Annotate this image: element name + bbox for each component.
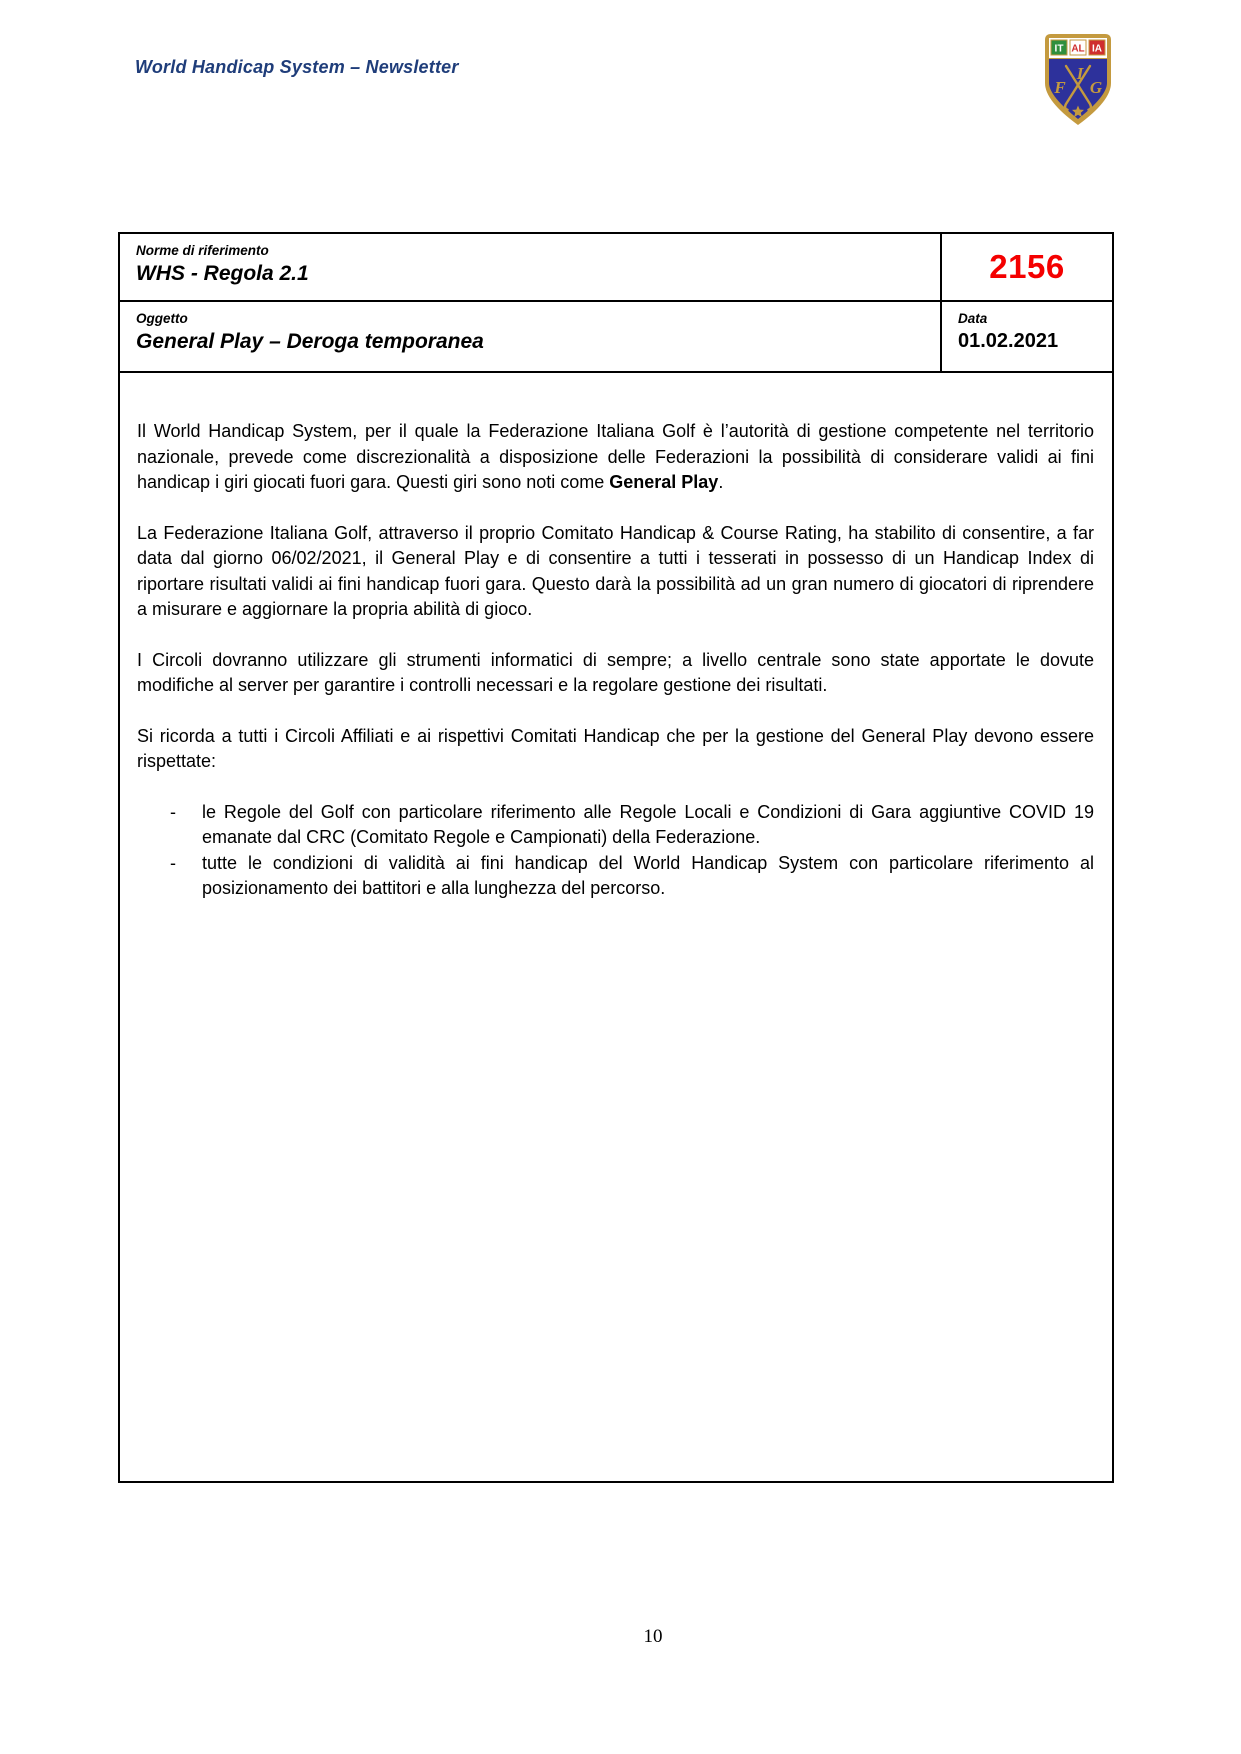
- fig-logo: [1044, 33, 1112, 126]
- date-cell: [941, 301, 1113, 372]
- subject-value: General Play – Deroga temporanea: [136, 330, 484, 353]
- reference-value: WHS - Regola 2.1: [136, 262, 309, 285]
- svg-text:IT: IT: [1054, 43, 1064, 55]
- bullet-marker: -: [170, 801, 176, 822]
- document-number: 2156: [989, 248, 1065, 285]
- bullet-marker: -: [170, 852, 176, 873]
- page-number: 10: [643, 1626, 663, 1647]
- reference-cell: [119, 233, 941, 301]
- paragraph-1-bold: General Play: [609, 472, 719, 492]
- paragraph-1: [137, 419, 1094, 496]
- bullet-text: tutte le condizioni di validità ai fini handicap del World Handicap System con particolare riferimento al posizionamento dei battitori e alla lunghezza del percorso.: [202, 852, 1094, 898]
- bullet-text: le Regole del Golf con particolare riferimento alle Regole Locali e Condizioni di Gara aggiuntive COVID 19 emanate dal CRC (Comitato Regole e Campionati) della Federazione.: [202, 801, 1094, 847]
- svg-text:AL: AL: [1071, 43, 1085, 55]
- paragraph-3: I Circoli dovranno utilizzare gli strumenti informatici di sempre; a livello centrale sono state apportate le dovute modifiche al server per garantire i controlli necessari e la regolare gestione dei risultati.: [137, 649, 1094, 695]
- paragraph-1-end: .: [718, 472, 724, 492]
- table-row: [119, 372, 1113, 1482]
- svg-text:G: G: [1089, 78, 1103, 97]
- document-header-title: World Handicap System – Newsletter: [135, 57, 459, 77]
- body-cell: [119, 372, 1113, 1482]
- table-row: [119, 301, 1113, 372]
- info-table: [118, 232, 1114, 1483]
- list-item: [170, 800, 1094, 851]
- list-item: [170, 851, 1094, 902]
- document-number-cell: [941, 233, 1113, 301]
- svg-text:I: I: [1076, 64, 1084, 83]
- table-row: [119, 233, 1113, 301]
- bullet-list: [137, 800, 1094, 902]
- date-label: Data: [958, 311, 988, 326]
- paragraph-2: La Federazione Italiana Golf, attraverso il proprio Comitato Handicap & Course Rating, ha stabilito di consentire, a far data dal giorno 06/02/2021, il General Play e di consentire a tutti i tesserati in possesso di un Handicap Index di riportare risultati validi ai fini handicap fuori gara. Questo darà la possibilità ad un gran numero di giocatori di riprendere a misurare e aggiornare la propria abilità di gioco.: [137, 522, 1094, 619]
- fig-shield-icon: [1044, 33, 1112, 126]
- subject-label: Oggetto: [136, 311, 188, 326]
- svg-text:F: F: [1054, 78, 1066, 97]
- paragraph-4: Si ricorda a tutti i Circoli Affiliati e ai rispettivi Comitati Handicap che per la gestione del General Play devono essere rispettate:: [137, 725, 1094, 771]
- body-text: [137, 419, 1094, 902]
- svg-text:IA: IA: [1092, 43, 1102, 55]
- date-value: 01.02.2021: [958, 330, 1059, 352]
- subject-cell: [119, 301, 941, 372]
- reference-label: Norme di riferimento: [136, 243, 269, 258]
- paragraph-1-text: Il World Handicap System, per il quale la Federazione Italiana Golf è l’autorità di gestione competente nel territorio nazionale, prevede come discrezionalità a disposizione delle Federazioni la possibilità di considerare validi ai fini handicap i giri giocati fuori gara. Questi giri sono noti come: [137, 421, 1094, 492]
